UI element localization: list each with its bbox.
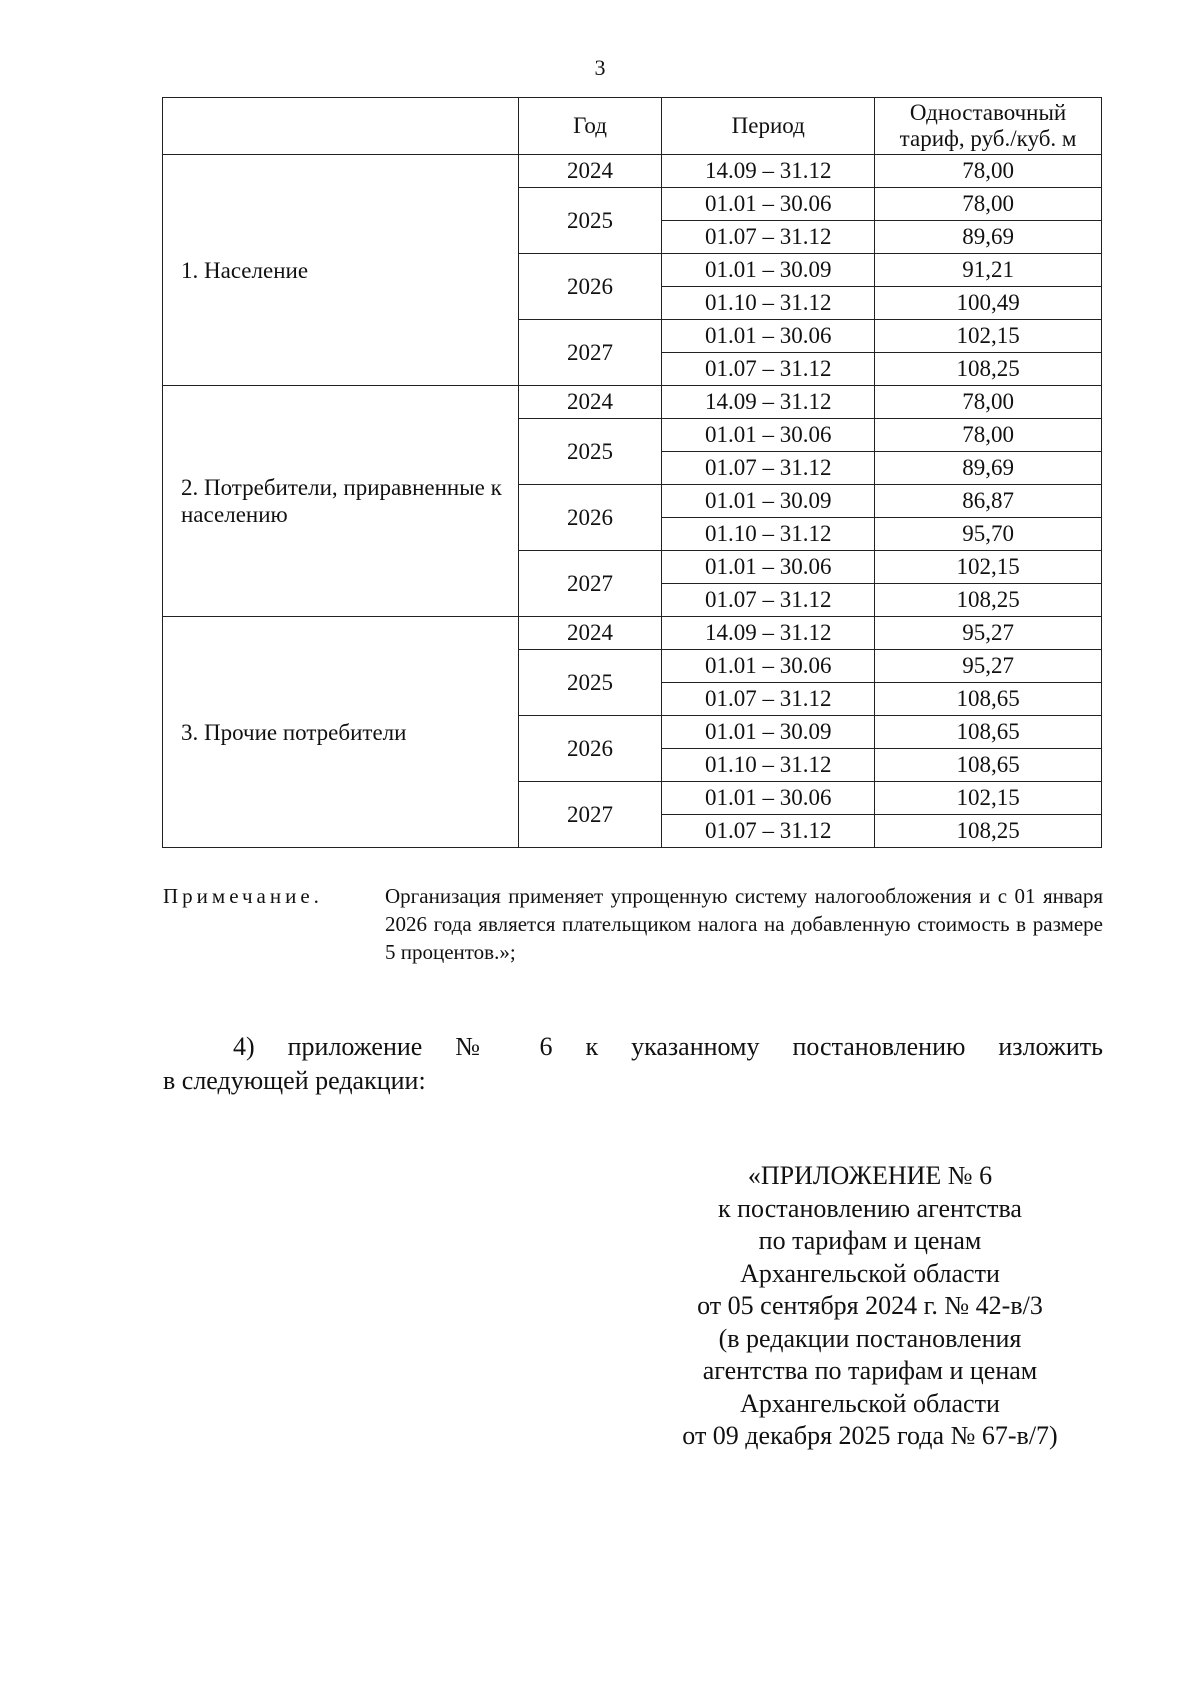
appendix-heading (660, 1160, 1080, 1453)
table-header (163, 98, 1102, 155)
year-cell: 2026 (518, 485, 662, 551)
year-cell: 2025 (518, 188, 662, 254)
period-cell: 01.10 – 31.12 (662, 287, 875, 320)
appendix-line: Архангельской области (740, 1258, 1000, 1288)
tariff-cell: 108,25 (875, 815, 1102, 848)
header-tariff: Одноставочный тариф, руб./куб. м (875, 98, 1102, 155)
period-cell: 01.01 – 30.06 (662, 188, 875, 221)
header-category (163, 98, 519, 155)
year-cell: 2027 (518, 320, 662, 386)
tariff-cell: 78,00 (875, 386, 1102, 419)
tariff-cell: 108,25 (875, 584, 1102, 617)
period-cell: 01.07 – 31.12 (662, 452, 875, 485)
appendix-line: (в редакции постановления (718, 1323, 1022, 1353)
tariff-cell: 102,15 (875, 782, 1102, 815)
tariff-cell: 95,70 (875, 518, 1102, 551)
appendix-line: от 05 сентября 2024 г. № 42-в/3 (697, 1291, 1043, 1320)
item-line-2: в следующей редакции: (163, 1066, 426, 1095)
tariff-cell: 78,00 (875, 419, 1102, 452)
period-cell: 01.01 – 30.09 (662, 716, 875, 749)
page-number: 3 (594, 55, 606, 80)
table-row (163, 386, 1102, 419)
category-cell: 2. Потребители, приравненные к населению (163, 386, 519, 617)
year-cell: 2025 (518, 419, 662, 485)
period-cell: 01.07 – 31.12 (662, 815, 875, 848)
tariff-cell: 91,21 (875, 254, 1102, 287)
appendix-line: от 09 декабря 2025 года № 67-в/7) (682, 1421, 1058, 1450)
period-cell: 01.01 – 30.09 (662, 485, 875, 518)
period-cell: 14.09 – 31.12 (662, 386, 875, 419)
period-cell: 01.07 – 31.12 (662, 353, 875, 386)
period-cell: 14.09 – 31.12 (662, 155, 875, 188)
note (163, 882, 1103, 966)
year-cell: 2024 (518, 155, 662, 188)
tariff-table (162, 97, 1102, 848)
note-label: Примечание. (163, 884, 323, 908)
period-cell: 01.01 – 30.09 (662, 254, 875, 287)
year-cell: 2024 (518, 617, 662, 650)
tariff-cell: 108,65 (875, 749, 1102, 782)
period-cell: 01.07 – 31.12 (662, 584, 875, 617)
period-cell: 01.10 – 31.12 (662, 518, 875, 551)
period-cell: 01.07 – 31.12 (662, 683, 875, 716)
item-line-1: 4) приложение № 6 к указанному постановлению изложить (233, 1032, 1103, 1061)
period-cell: 01.07 – 31.12 (662, 221, 875, 254)
note-text: Организация применяет упрощенную систему налогообложения и с 01 января 2026 года является плательщиком налога на добавленную стоимость в размере 5 процентов.»; (385, 884, 1103, 964)
appendix-line: Архангельской области (740, 1388, 1000, 1418)
period-cell: 01.01 – 30.06 (662, 320, 875, 353)
year-cell: 2024 (518, 386, 662, 419)
header-year: Год (518, 98, 662, 155)
year-cell: 2026 (518, 716, 662, 782)
tariff-cell: 108,65 (875, 683, 1102, 716)
tariff-cell: 108,65 (875, 716, 1102, 749)
tariff-cell: 102,15 (875, 551, 1102, 584)
tariff-cell: 102,15 (875, 320, 1102, 353)
appendix-line: по тарифам и ценам (758, 1226, 982, 1255)
tariff-cell: 89,69 (875, 221, 1102, 254)
appendix-line: агентства по тарифам и ценам (702, 1356, 1038, 1385)
period-cell: 01.01 – 30.06 (662, 419, 875, 452)
category-cell: 3. Прочие потребители (163, 617, 519, 848)
period-cell: 01.01 – 30.06 (662, 551, 875, 584)
appendix-line: «ПРИЛОЖЕНИЕ № 6 (747, 1161, 993, 1190)
period-cell: 14.09 – 31.12 (662, 617, 875, 650)
table-row (163, 155, 1102, 188)
tariff-cell: 89,69 (875, 452, 1102, 485)
table-row (163, 617, 1102, 650)
tariff-cell: 95,27 (875, 617, 1102, 650)
tariff-cell: 78,00 (875, 155, 1102, 188)
amendment-item (163, 1030, 1103, 1098)
period-cell: 01.01 – 30.06 (662, 782, 875, 815)
year-cell: 2025 (518, 650, 662, 716)
period-cell: 01.10 – 31.12 (662, 749, 875, 782)
tariff-cell: 100,49 (875, 287, 1102, 320)
tariff-cell: 86,87 (875, 485, 1102, 518)
tariff-cell: 108,25 (875, 353, 1102, 386)
period-cell: 01.01 – 30.06 (662, 650, 875, 683)
category-cell: 1. Население (163, 155, 519, 386)
year-cell: 2027 (518, 551, 662, 617)
header-period: Период (662, 98, 875, 155)
tariff-cell: 95,27 (875, 650, 1102, 683)
year-cell: 2027 (518, 782, 662, 848)
appendix-line: к постановлению агентства (718, 1193, 1022, 1223)
year-cell: 2026 (518, 254, 662, 320)
tariff-cell: 78,00 (875, 188, 1102, 221)
